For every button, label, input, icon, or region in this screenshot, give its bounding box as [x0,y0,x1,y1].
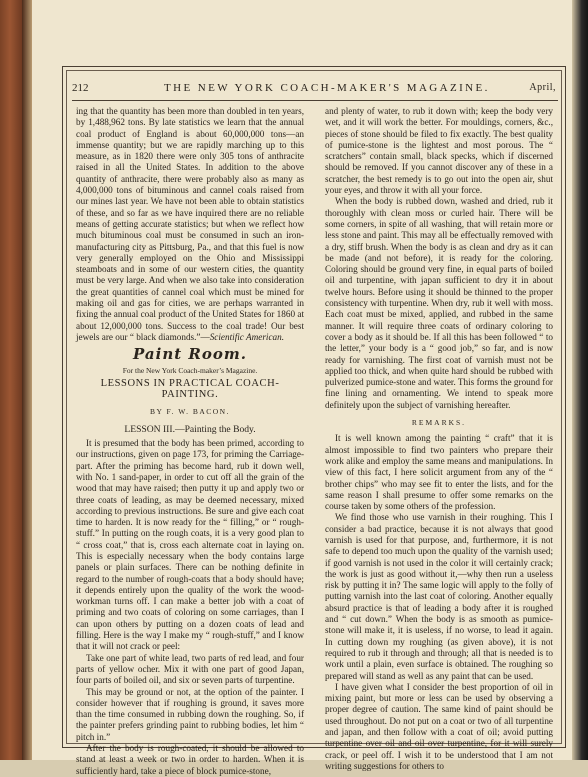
paragraph: and plenty of water, to rub it down with; keep the body very wet, and it will work the better. For mouldings, corners, &c., pieces of stone should be filed to fix exactly. The best quality of pumice-stone is the lightest and most porous. The “ scratchers” contain small, black specks, which if discerned should be removed. If you cannot discover any of these in a scratcher, the best remedy is to go out into the open air, shut your eyes, and throw it with all your force. [325,106,553,196]
paragraph: It is presumed that the body has been primed, according to our instructions, given on page 173, for priming the Carriage-part. After the priming has become hard, rub it down well, with No. 1 sand-paper, in order to cut off all the grain of the wood that may have raised; then putty it up and apply two or three coats of leading, as may be deemed necessary, mixed according to previous instructions. Be sure and give each coat time to harden. It is now ready for the “ filling,” or “ rough-stuff.” In putting on the rough coats, it is a very good plan to “ cross coat,” that is, cross each alternate coat in laying on. This is especially necessary when the body contains large panels or plain surfaces. There can be nothing definite in regard to the number of rough-coats that a body should have; it depends entirely upon the quality of the work the wood-workman turns off. I can make a better job with a coat of priming and two coats of coloring on some carriages, than I can upon others by putting on a dozen coats of lead and filling. Here is the way I make my “ rough-stuff,” and I know that it will not crack or peel: [76,438,304,652]
header-rule [72,100,558,101]
paragraph: After the body is rough-coated, it should be allowed to stand at least a week or two in order to harden. When it is sufficiently hard, take a piece of block pumice-stone, [76,743,304,776]
page-header [72,80,558,98]
running-title: THE NEW YORK COACH-MAKER'S MAGAZINE. [164,82,490,94]
paragraph: I have given what I consider the best proportion of oil in mixing paint, but more or less can be used by observing a proper degree of caution. The same kind of paint should be used throughout. Do not put on a coat or two of all turpentine and japan, and then follow with a coat of oil; avoid putting turpentine over oil and oil over turpentine, for it will surely crack, or peel off. I wish it to be understood that I am not writing suggestions for others to [325,681,553,771]
right-column [325,106,553,772]
paragraph: It is well known among the painting “ craft” that it is almost impossible to find two painters who prepare their work alike and employ the same means and manipulations. In view of this fact, I here solicit argument from any of the “ brother chips” who may see fit to enter the lists, and for the same reason I shall presume to offer some remarks on the course taken by some others of the profession. [325,433,553,512]
left-column [76,106,304,777]
page-gutter [22,0,32,760]
paragraph: When the body is rubbed down, washed and dried, rub it thoroughly with clean moss or curled hair. There will be some corners, in spite of all washing, that will retain more or less stone and paint. This may all be effectually removed with a dry, stiff brush. When the body is as clean and dry as it can be made (and not before), it is ready for the coloring. Coloring should be ground very fine, in equal parts of boiled oil and turpentine, with japan sufficient to dry it in about twelve hours. Before using it should be thinned to the proper consistency with turpentine. When dry, rub it well with moss. Each coat must be mixed, applied, and rubbed in the same manner. It will require three coats of ordinary coloring to cover a body as it should be. If all this has been followed “ to the letter,” your body is a “ good job,” so far, and is now ready for varnishing. The first coat of varnish must not be applied too thick, and when quite hard should be rubbed with pulverized pumice-stone and water. This forms the ground for fine lining and ornamenting. We intend to speak more definitely upon the subject of varnishing hereafter. [325,196,553,410]
paragraph: This may be ground or not, at the option of the painter. I consider however that if roughing is ground, it saves more than the time consumed in rubbing down the roughing. So, if the painter prefers grinding paint to rubbing bodies, let him “ pitch in.” [76,686,304,742]
page-edge-shadow [572,0,588,760]
lesson-heading: LESSON III.—Painting the Body. [124,423,256,435]
series-title: LESSONS IN PRACTICAL COACH-PAINTING. [100,377,280,401]
remarks-heading: REMARKS. [411,418,467,428]
paragraph: Take one part of white lead, two parts of red lead, and four parts of yellow ocher. Mix it with one part of good Japan, four parts of boiled oil, and six or seven parts of turpentine. [76,652,304,686]
paragraph: We find those who use varnish in their roughing. This I consider a bad practice, because it is not always that good varnish is used for that purpose, and, furthermore, it is not safe to depend too much upon the quality of the varnish used; if good varnish is not used in the color it will certainly crack; the work is just as good without it,—why then run a useless risk by putting it in? The same logic will apply to the folly of putting varnish into the last coat of coloring. Another equally absurd practice is that of leading a body after it is roughed and “ cut down.” When the body is as smooth as pumice-stone will make it, it is useless, if no worse, to lead it again. In cutting down my roughing (as given above), it is not required to rub it through and through; all that is needed is to work until a plain, even surface is obtained. The roughing so prepared will stand as well as any paint that can be used. [325,512,553,681]
issue-month: April, [529,82,556,93]
paragraph: ing that the quantity has been more than doubled in ten years, by 1,488,962 tons. By late statistics we learn that the annual coal product of England is about 60,000,000 tons—an immense quantity; but we are rapidly marching up to this measure, as in 1820 there were only 305 tons of anthracite raised in all the United States. In addition to the above quantity of anthracite, there were probably also as many as 4,000,000 tons of bituminous and cannel coals raised from our mines last year. We have not been able to obtain statistics of these, and so far as we have inquired there are no reliable means of getting accurate statistics; but when we reflect how much bituminous coal must be consumed in such an iron-manufacturing city as Pittsburg, Pa., and that this fuel is now very generally employed on the Ohio and Mississippi steamboats and in some of our western cities, the quantity must be very large. And when we also take into consideration the great quantities of cannel coal which must be mined for making oil and gas for cities, we are perhaps warranted in fixing the annual coal product of the United States for 1860 at about 12,000,000 tons. Success to the coal trade! Our best jewels are our “ black diamonds.”—Scientific American. [76,106,304,342]
source-citation: Scientific American. [209,331,285,342]
for-note: For the New York Coach-maker’s Magazine. [122,365,258,375]
byline: BY F. W. BACON. [150,407,230,417]
book-spine [0,0,22,760]
section-heading: Paint Room. [133,345,247,364]
page-number: 212 [72,82,89,94]
